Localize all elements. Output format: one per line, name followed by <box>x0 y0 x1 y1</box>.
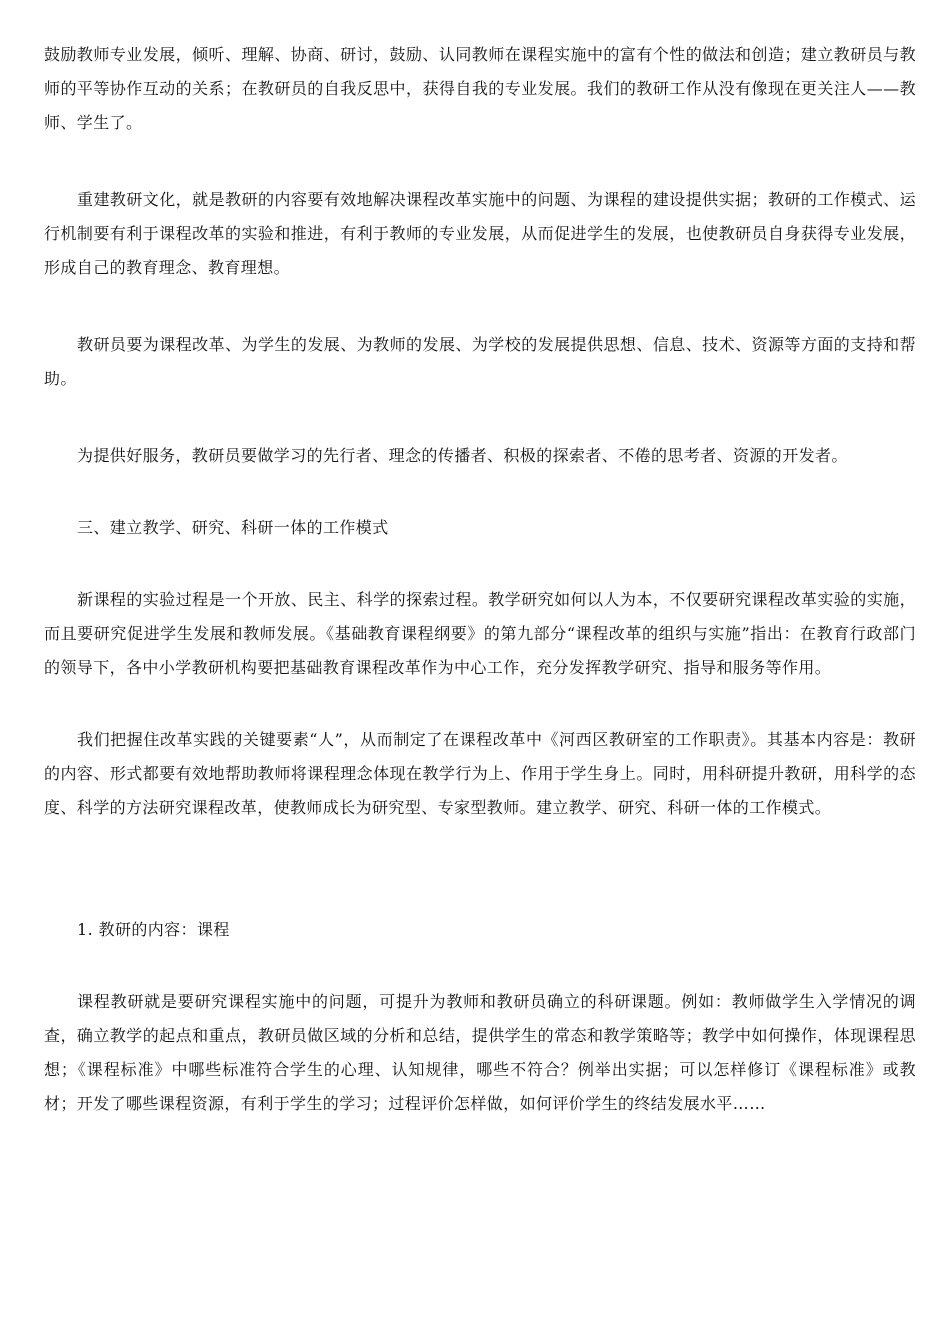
section-heading-three: 三、建立教学、研究、科研一体的工作模式 <box>77 518 389 537</box>
paragraph-course-research: 课程教研就是要研究课程实施中的问题，可提升为教师和教研员确立的科研课题。例如：教师做学生入学情况的调查，确立教学的起点和重点，教研员做区域的分析和总结，提供学生的常态和教学策略等；教学中如何操作，体现课程思想；《课程标准》中哪些标准符合学生的心理、认知规律，哪些不符合？例举出实据；可以怎样修订《课程标准》或教材；开发了哪些课程资源，有利于学生的学习；过程评价怎样做，如何评价学生的终结发展水平…… <box>44 992 916 1113</box>
paragraph-new-curriculum: 新课程的实验过程是一个开放、民主、科学的探索过程。教学研究如何以人为本，不仅要研究课程改革实验的实施，而且要研究促进学生发展和教师发展。《基础教育课程纲要》的第九部分“课程改革的组织与实施”指出：在教育行政部门的领导下，各中小学教研机构要把基础教育课程改革作为中心工作，充分发挥教学研究、指导和服务等作用。 <box>44 590 916 677</box>
paragraph-researcher-support: 教研员要为课程改革、为学生的发展、为教师的发展、为学校的发展提供思想、信息、技术、资源等方面的支持和帮助。 <box>44 335 916 388</box>
paragraph-continuation: 鼓励教师专业发展，倾听、理解、协商、研讨，鼓励、认同教师在课程实施中的富有个性的做法和创造；建立教研员与教师的平等协作互动的关系；在教研员的自我反思中，获得自我的专业发展。我们的教研工作从没有像现在更关注人——教师、学生了。 <box>44 45 916 132</box>
paragraph-good-service: 为提供好服务，教研员要做学习的先行者、理念的传播者、积极的探索者、不倦的思考者、资源的开发者。 <box>77 446 848 465</box>
document-page <box>44 38 916 1121</box>
subsection-heading-one: 1. 教研的内容：课程 <box>77 920 230 939</box>
paragraph-research-culture: 重建教研文化，就是教研的内容要有效地解决课程改革实施中的问题、为课程的建设提供实据；教研的工作模式、运行机制要有利于课程改革的实验和推进，有利于教师的专业发展，从而促进学生的发展，也使教研员自身获得专业发展，形成自己的教育理念、教育理想。 <box>44 190 916 277</box>
paragraph-key-element: 我们把握住改革实践的关键要素“人”，从而制定了在课程改革中《河西区教研室的工作职责》。其基本内容是：教研的内容、形式都要有效地帮助教师将课程理念体现在教学行为上、作用于学生身上。同时，用科研提升教研，用科学的态度、科学的方法研究课程改革，使教师成长为研究型、专家型教师。建立教学、研究、科研一体的工作模式。 <box>44 730 916 817</box>
